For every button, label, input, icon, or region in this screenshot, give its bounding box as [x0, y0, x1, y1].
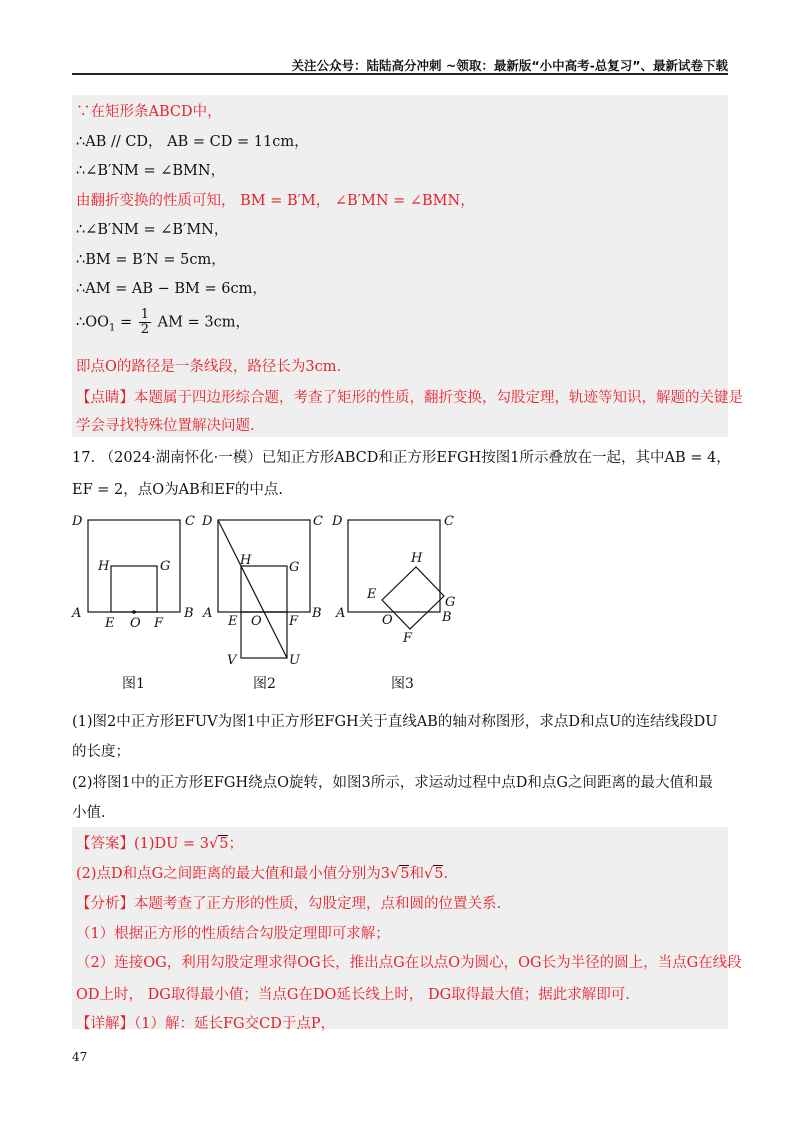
comment-line-1: 【点睛】本题属于四边形综合题，考查了矩形的性质，翻折变换，勾股定理，轨迹等知识，解题的关键是 [76, 390, 743, 406]
label-v2: V [227, 653, 237, 668]
solution-line-9: 即点O的路径是一条线段，路径长为3cm. [76, 359, 342, 375]
solution-line-3: ∴∠B′NM = ∠BMN， [76, 163, 226, 179]
label-o1: O [130, 616, 141, 631]
solution-line-8-pre: ∴OO [76, 314, 110, 331]
label-d2: D [202, 514, 213, 529]
analysis-step-2: （2）连接OG，利用勾股定理求得OG长，推出点G在以点O为圆心，OG长为半径的圆上，当点G在线段 [76, 955, 742, 971]
answer-2-pre: (2)点D和点G之间距离的最大值和最小值分别为3 [76, 866, 390, 882]
label-c3: C [444, 514, 454, 529]
label-c1: C [185, 514, 195, 529]
fraction-denominator: 2 [140, 322, 150, 337]
fig3-caption: 图3 [391, 676, 414, 692]
answer-line-1: 【答案】(1)DU = 3√5； [76, 836, 243, 852]
radicand-2: 5 [434, 866, 444, 882]
question-1-line-1: (1)图2中正方形EFUV为图1中正方形EFGH关于直线AB的轴对称图形，求点D和点U的连结线段DU [72, 714, 718, 730]
label-d1: D [72, 514, 83, 529]
fig2-caption: 图2 [253, 676, 276, 692]
label-h2: H [240, 553, 252, 568]
page-number: 47 [72, 1050, 88, 1064]
label-h1: H [98, 559, 110, 574]
label-d3: D [332, 514, 343, 529]
label-o2: O [251, 614, 262, 629]
fig2-square-efuv [241, 612, 287, 658]
analysis-step-3: OD上时， DG取得最小值；当点G在DO延长线上时， DG取得最大值；据此求解即可. [76, 987, 630, 1003]
problem-line-1: 17. （2024·湖南怀化·一模）已知正方形ABCD和正方形EFGH按图1所示叠放在一起，其中AB = 4， [72, 450, 731, 466]
label-f2: F [289, 614, 299, 629]
fig3-square-abcd [348, 520, 440, 612]
label-g3: G [445, 595, 456, 610]
label-g2: G [289, 560, 300, 575]
label-e3: E [367, 587, 377, 602]
label-h3: H [411, 551, 423, 566]
question-2-line-2: 小值. [72, 805, 106, 821]
solution-line-8 [76, 308, 250, 337]
answer-1-post: ； [228, 836, 243, 852]
solution-line-1: ∵在矩形条ABCD中， [76, 104, 222, 120]
equals: = [115, 314, 137, 331]
problem-line-2: EF = 2，点O为AB和EF的中点. [72, 482, 284, 498]
label-b1: B [184, 606, 194, 621]
answer-2-post: . [443, 866, 449, 882]
solution-line-6: ∴BM = B′N = 5cm， [76, 252, 226, 268]
fig1-point-o [132, 610, 136, 614]
comment-line-2: 学会寻找特殊位置解决问题. [76, 418, 255, 434]
geometry-figures [60, 505, 480, 675]
solution-line-5: ∴∠B′NM = ∠B′MN， [76, 222, 229, 238]
subscript: 1 [109, 322, 116, 334]
answer-1-pre: 【答案】(1)DU = 3 [76, 836, 209, 852]
fig2-segment-du [218, 520, 287, 658]
header-rule [72, 73, 728, 75]
answer-line-2: (2)点D和点G之间距离的最大值和最小值分别为3√5和√5. [76, 866, 449, 882]
answer-2-mid: 和 [409, 866, 424, 882]
fraction-numerator: 1 [140, 307, 150, 322]
label-a1: A [72, 606, 82, 621]
label-c2: C [313, 514, 323, 529]
analysis-line: 【分析】本题考查了正方形的性质，勾股定理，点和圆的位置关系. [76, 896, 502, 912]
page-header: 关注公众号：陆陆高分冲刺 ~领取：最新版“小中高考-总复习”、最新试卷下载 [291, 58, 728, 73]
analysis-step-1: （1）根据正方形的性质结合勾股定理即可求解； [76, 926, 390, 942]
label-a2: A [203, 606, 213, 621]
label-e1: E [105, 616, 115, 631]
label-f3: F [403, 631, 413, 646]
label-b2: B [312, 606, 322, 621]
radicand-1: 5 [400, 866, 410, 882]
question-2-line-1: (2)将图1中的正方形EFGH绕点O旋转，如图3所示，求运动过程中点D和点G之间距离的最大值和最 [72, 775, 713, 791]
label-u2: U [289, 653, 300, 668]
fig2-square-efgh [241, 566, 287, 612]
label-e2: E [228, 614, 238, 629]
solution-line-4: 由翻折变换的性质可知， BM = B′M， ∠B′MN = ∠BMN， [76, 193, 475, 209]
label-f1: F [154, 616, 164, 631]
label-b3: B [442, 610, 452, 625]
label-g1: G [160, 559, 171, 574]
label-a3: A [336, 606, 346, 621]
fraction [139, 308, 151, 337]
solution-line-8-post: AM = 3cm， [153, 314, 250, 331]
fig1-caption: 图1 [122, 676, 145, 692]
label-o3: O [382, 613, 393, 628]
detail-line: 【详解】（1）解：延长FG交CD于点P， [76, 1016, 336, 1032]
fig1-square-efgh [111, 566, 157, 612]
solution-line-7: ∴AM = AB − BM = 6cm， [76, 281, 267, 297]
solution-line-2: ∴AB // CD， AB = CD = 11cm， [76, 134, 309, 150]
question-1-line-2: 的长度； [72, 744, 130, 760]
radicand: 5 [219, 836, 229, 852]
